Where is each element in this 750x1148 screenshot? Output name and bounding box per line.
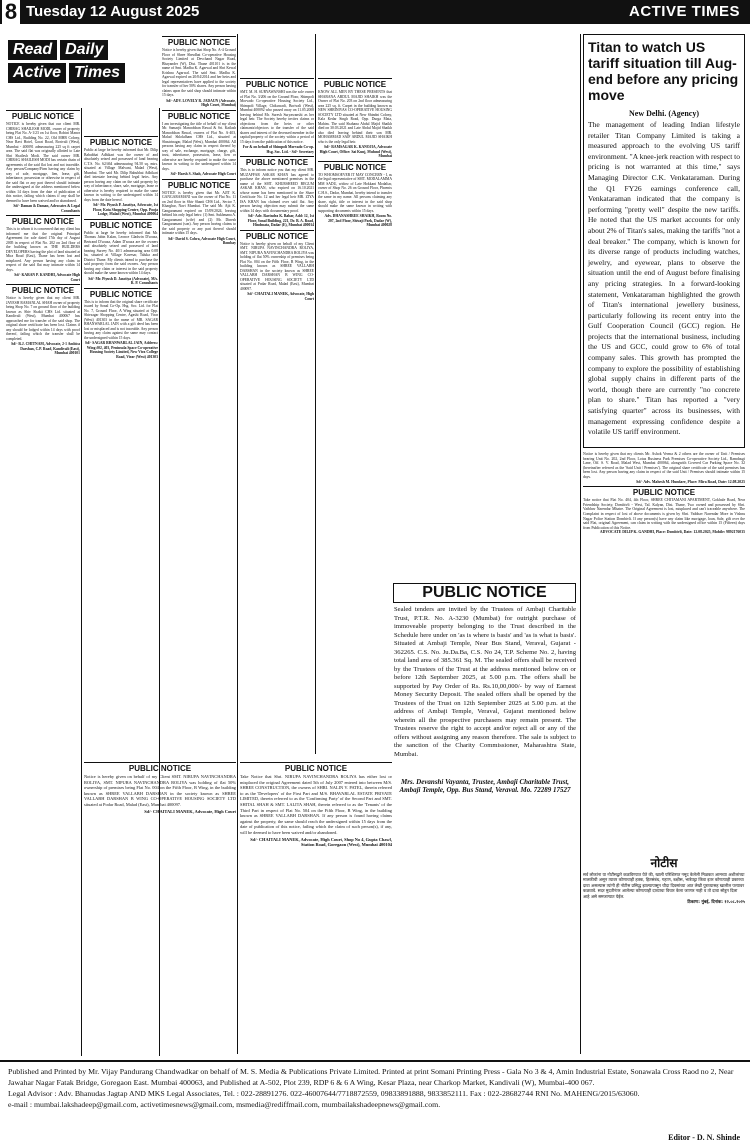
notice-signature: ADVOCATE DILIP K. GANDHI, Place: Dombivli, Date: 12.08.2025, Mobile: 9892176035 <box>599 530 745 535</box>
column-rule <box>81 108 82 1056</box>
notice-title: PUBLIC NOTICE <box>84 219 158 230</box>
notice-title: PUBLIC NOTICE <box>162 179 236 190</box>
column-3 <box>162 34 236 754</box>
marathi-notice <box>583 872 745 1058</box>
notice-body: Notice is hereby given that my client MR. JAYESH RAMANLAL SHAH owner of property being Shop No. 7 on ground floor of the building known as Shiv Shakti CHS Ltd. situated at Kandivali (West), Mumbai 400067 has approached me for transfer of the said shop. The original share certificate has been lost. Claims if any should be lodged within 14 days with proof thereof, failing which the transfer shall be completed. <box>6 296 80 341</box>
notice-body: Public at large be hereby informed that Mr. Thomas Jabin Kalan, Leonce Gladwin D'souza, Bertrand D'souza, Adam D'souza are the owners and absolutely seized and possessed of land bearing Survey No. 40/1 admeasuring area 0.08 ha, situated at Village Kavesar, Taluka and District Thane. My clients intend to purchase the said property from the said owners. Any person having any claim or interest in the said property should make the same known within 14 days. <box>84 230 158 275</box>
notice-signature: Sd/- Mr. Piyush D. Jasotiya (Advocate), M/s. R. P. Consultants <box>88 276 158 285</box>
notice-body: I am investigating the title of behalf of my client Mr. Samarjit Manoobhan Rawal & Sri. Kailash Manoobhan Rawal, owners of Flat No. A-403, Malad Shlokdham CHS Ltd., situated at Shastrinagar, Malad (West), Mumbai 400064. All persons having any claim in respect thereof by way of sale, exchange, mortgage, charge, gift, trust, inheritance, possession, lease, lien or otherwise are hereby required to make the same known in writing to the undersigned within 14 days. <box>162 121 236 171</box>
notice-title: PUBLIC NOTICE <box>6 215 80 226</box>
read-daily-logo <box>8 40 160 102</box>
marathi-notice-title: नोटीस <box>650 856 678 870</box>
notice-body: Notice is hereby given on behalf of my Client SMT. NIRUPA NAVINCHANDRA ROLIYA, SMT. NIPURA NAVINCHANDRA ROLIYA was holding of flat 50% ownership of premises being Flat No. 004 on the Fifth Floor, B Wing, in the building known as SHREE VALLABH DARSHAN in the society known as SHREE VALLABH DARSHAN B WING CO-OPERATIVE HOUSING SOCIETY LTD situated at Podar Road, Malad (East), Mumbai 400097. <box>84 774 236 807</box>
marathi-notice-signature: ठिकाण: मुंबई, दिनांक: १२.०८.२०२५ <box>687 899 745 905</box>
notice-title: PUBLIC NOTICE <box>6 284 80 295</box>
notice-body: SMT. M. H. SURYAWANSHI was the sole owner of Flat No. 3/206 on the Ground Floor, Shimpoli Morvado Co-operative Housing Society Ltd., Shimpoli Village, Chikuwadi, Borivali (West), Mumbai 400092 who passed away on 11.05.2008 leaving behind Mr. Suresh Suryawanshi as her legal heir. The Society hereby invites claims or objections from the heirs or other claimants/objectors to the transfer of the said shares and interest of the deceased member in the capital/property of the society within a period of 15 days from the publication of this notice. <box>240 90 314 144</box>
notice-signature: Sd/- KARAN P. KANDHI, Advocate High Court <box>14 273 80 282</box>
column-5 <box>318 76 392 576</box>
editor-name: Editor - D. N. Shinde <box>668 1133 740 1142</box>
notice-title: PUBLIC NOTICE <box>240 78 314 89</box>
logo-word-daily: Daily <box>60 40 108 60</box>
notice-title: PUBLIC NOTICE <box>84 136 158 147</box>
column-2 <box>84 134 158 754</box>
notice-body: Take Notice that Shri. NIRUPA NAVINCHANDRA ROLIYA has either lost or misplaced the original Agreement dated 5th of July 2007 entered into between M/S. SHREE CONSTRUCTION, the owners of SHRI. NALIN V. PATEL, therein referred to as the 'Developers' of the First Part and M/S. BHAVARLAL ESTATE PRIVATE LIMITED, therein referred to as the 'Confirming Party' of the Second Part and SMT. SHITAL SHAH & SMT. LALITA SHAH, therein referred to as the 'Tenants' of the Third Part in respect of Flat No. 504 on the Fifth Floor, B Wing, in the building known as SHREE VALLABH DARSHAN. If any person is found having claims against the property, the same should reach the undersigned within 15 days from the date of publication of this notice, failing which the claim of such person(s), if any, will be deemed to have been waived and/or abandoned. <box>240 774 392 835</box>
notice-signature: Sd/- CHAITALI MANEK, Advocate, High Court, Shop No 4, Gupta Chawl, Station Road, Goregaon (West), Mumbai 400104 <box>250 836 392 848</box>
logo-word-times: Times <box>69 63 125 83</box>
notice-title: PUBLIC NOTICE <box>84 288 158 299</box>
notice-body: This is to inform notice you that my client MR. MUZAFFAR ASKAR KHAN has agreed to purchase the above mentioned premises in the name of the SMT. KHURSHEED BEGUM ASKAR KHAN, who expired on 16.10.2021 whose name has been mentioned in the Share Certificate No. 12 and her legal heir MR. ZIYA ISA KHAN has claimed over said flat. Any person having objection may submit the same within 14 days with documentary proof. <box>240 168 314 213</box>
notice-title: PUBLIC NOTICE <box>162 36 236 47</box>
email-line: e-mail : mumbai.lakshadeep@gmail.com, activetimesnews@gmail.com, msmedia@rediffmail.com, mumbailakshadeepnews@gmail.com. <box>8 1100 441 1109</box>
column-rule <box>580 34 581 1054</box>
paper-name: ACTIVE TIMES <box>628 3 740 20</box>
column-4 <box>240 76 314 756</box>
notice-signature: Sd/- R.J. CHITNAM, Advocate, 2-1 Ambica Darshan, C.P. Road, Kandivali (East), Mumbai 400101 <box>11 342 80 355</box>
column-rule <box>159 108 160 1056</box>
notice-signature: Sd/- RAMSAGAR K. KANOJIA, Advocate High Court, Office: Sai Kunj, Mulund (West), Mumbai <box>319 145 392 158</box>
notice-signature: Sd/- CHAITALI MANEK, Advocate, High Court <box>247 292 314 301</box>
notice-body: Take notice that Flat No. 404, 4th Floor, SHREE CHITAMANI APARTMENT, Gokhale Road, Near Friendship Society, Dombivli - West, Tal. Kalyan, Dist. Thane, Two owned and possessed by Shri. Vaibhav Narendar Mhatre. The Original Agreement is lost, misplaced and can't traceable anywhere. The Complaint in respect of lost of above documents is given by Shri. Vaibhav Narendar More in Vishnu Nagar Police Station Dombivli. If any person(s) have any claim like mortgage, loan, Sale, gift over the said Flat, original Agreement, can claim in writing with the undersigned office within 15 (Fifteen) days from Publication of this Notice. <box>583 498 745 530</box>
notice-title: PUBLIC NOTICE <box>162 110 236 121</box>
titan-article <box>583 34 745 448</box>
notice-body: This is to whom it is concerned that my client has informed me that the original Principal Agreement for sale dated 17th day of August 2005 in respect of Flat No. 202 on 2nd floor of the building known as THE BUILDERS DEVELOPERS having the plot of land situated at Mira Road (East), Thane has been lost and misplaced. Any person having any claim in respect of the said flat may intimate within 14 days. <box>6 227 80 272</box>
notice-signature: Sd/- Mr. Piyush P. Jasotiya, Advocate, 1st Floor, Kota Shopping Centre, Opp. Pooja Lodge, Malad (West), Mumbai 400064 <box>92 203 158 216</box>
notice-body: Notice is hereby given that Shop No. A-4 Ground Floor of Shree Shesdhat Co-operative Housing Society Limited at Devchand Nagar Road, Bhayander (W), Dist. Thane 401101 is in the name of Smt. Madhu K. Agarwal and Shri Kewal Krishna Agarwal. The said Smt. Madhu K. Agarwal expired on 20/04/2014 and her heirs and legal representatives have applied to the society for transfer of her 50% shares. Any person having claims upon the said shop should intimate within 15 days. <box>162 48 236 97</box>
notice-title: PUBLIC NOTICE <box>318 78 392 89</box>
notice-body: NOTICE is hereby given that Mr. AJIT K. GANGARAMANI was the owner of Flat No. 11 on 2nd floor in Shiv Shanti CHS Ltd., Sector 7, Kharghar, Navi Mumbai. The said Mr. Ajit K. Gangaramani expired on 15/09/2024, leaving behind his only legal heirs: (1) Smt. Sukhmana A. Gangaramani (wife) and (2) Mr. Dinesh Gangaramani (son). Any person having claims to the said property or any part thereof should intimate within 15 days. <box>162 190 236 235</box>
notice-body: Notice is hereby given that my clients Mr. Ashok Verma & 2 others are the owner of Unit / Premises bearing Unit No. 202, 2nd Floor, Lotus Business Park Premises Co-operative Society Ltd., Ramdasgi Lane, Off. S. V. Road, Malad West, Mumbai 400064, alongwith Covered Car Parking Space No. 32 (hereinafter referred as the 'Said Unit / Premises'). The original share certificate of the said premises has been lost. Any person having any claim in respect of the said Unit / Premises should intimate within 15 days. <box>583 452 745 479</box>
bottom-notice <box>240 760 392 1050</box>
notice-signature: Sd/- SAGAR BHANWARLAL JAIN, Address: Wing #02, 403, Peninsula Space Co-operative Housing Society Limited, New Viva College Road, Virar (West) 401303 <box>85 341 158 359</box>
article-body: The management of leading Indian lifestyle retailer Titan Company Limited is taking a measured approach to the evolving US tariff environment. "A knee-jerk reaction with respect to pricing is not warranted at this time," says Managing Director C.K. Venkataraman. During the Q1 FY26 earnings conference call, Venkataraman indicated that the company is performing "pretty well" despite the new tariffs. He noted that the US market accounts for only about 2% of Titan's sales, making the tariffs "not a deal breaker." The company, which is known for its diverse range of products including watches, jewelry, and eyewear, plans to observe the situation until the end of August before finalising any pricing strategies. In a forward-looking statement, Venkataraman highlighted the growth of Titan's international jewellery business, particularly following its recent entry into the Gulf Cooperation Council (GCC) region. He projects that the international business, including the US and GCC, could grow to 6% of total company sales. This growth has prompted the company to explore the possibility of establishing global supply chains in different parts of the world, though there are currently "no concrete plan to share." Titan has reported a "very satisfying quarter" across its businesses, with management expressing confidence despite a volatile US tariff environment. <box>588 120 740 437</box>
legal-advisor-line: Legal Advisor : Adv. Bhanudas Jagtap AND MKS Legal Associates, Tel. : 022-28891276. 022-46007644/7718872559, 09833891888, 9833852111. Fax : 022-28682744 RNI No. MAHENG/2015/63060. <box>8 1089 640 1098</box>
sealed-tender-body: Sealed tenders are invited by the Trustees of Ambaji Charitable Trust, P.T.R. No. A-3230 (Mumbai) for outright purchase of immoveable property belonging to the Trust described in the Schedule here under on 'as is where is basis' and 'as is what is basis'. Situated at Ambaji Temple, Near Bus Stand, Veraval, Gujarat - 362265. C.S. No. Ju.Da.Ba, C.S. No 24, T.P. Scheme No. 2, having total land area of 385.361 Sq. M. The sealed offers shall be received by the Trustees of the Trust at the address mentioned below on or before 12th September 2025, at 5.00 p.m. The offers shall be supported by Pay Order of Rs. Rs.10,00,000/- by way of Earnest Money Security Deposit. The sealed offers shall be opened by the Trustees of the Trust on 12th September 2025 at 5.00 p.m. at the address of Ambaji Temple, Veraval, Gujarat mentioned below wherein all the prospective purchasers may remain present. The Trustees reserve the right to accept and/or reject all or any of the offers without assigning any reason therefore. The sale is subject to the sanction of the Charity Commissioner, Maharashtra State, Mumbai. <box>394 606 576 758</box>
notice-title: PUBLIC NOTICE <box>6 110 80 121</box>
notice-body: TO WHOMSOEVER IT MAY CONCERN - I, as the legal representative of SMT. MODALAMMA MM SADU, widow of Late Hokkani Modaliar, owner of Shop No. 26 on Ground Floor, Phoenix C.H.S., Dadar, Mumbai, hereby intend to transfer the same in my name. All persons claiming any share, right, title or interest in the said shop should make the same known in writing with supporting documents within 15 days. <box>318 172 392 213</box>
imprint-footer <box>0 1060 750 1148</box>
sealed-tender-signature: Mrs. Devanshi Vayanta, Trustee, Ambaji Charitable Trust, Ambaji Temple, Opp. Bus Stand, Veraval. Mo. 72289 17527 <box>399 778 571 794</box>
logo-word-read: Read <box>8 40 57 60</box>
notice-body: This is to inform that the original share certificate issued by Sonal Co-Op. Hsg. Soc. Ltd. for Flat No. 7, Ground Floor, A Wing situated at Opp. Shivsagar Shopping Centre, Agashi Road, Virar (West) 401303 in the name of MR. SAGAR BHANWARLAL JAIN with a gift deed has been lost or misplaced and is not traceable. Any person having any claim against the same may contact the undersigned within 15 days. <box>84 299 158 340</box>
notice-signature: Adv. DHANASHREE SHAIKH, Room No. 207, 2nd Floor, Shivaji Park, Dadar (W), Mumbai 400028 <box>324 214 392 227</box>
notice-body: Notice is hereby given on behalf of my Client SMT. NIRUPA NAVINCHANDRA ROLIYA, SMT. NIPURA NAVINCHANDRA ROLIYA was holding of flat 50% ownership of premises being Flat No. 004 on the Fifth Floor, B Wing, in the building known as SHREE VALLABH DARSHAN in the society known as SHREE VALLABH DARSHAN B WING CO-OPERATIVE HOUSING SOCIETY LTD situated at Podar Road, Malad (East), Mumbai 400097. <box>240 241 314 291</box>
sealed-tender-title: PUBLIC NOTICE <box>393 583 576 603</box>
notice-signature: Sd/- CHAITALI MANEK, Advocate, High Court <box>144 808 236 814</box>
notice-signature: Sd/- Adv. Ravindra K. Babar, Add: 12, 1st Floor, Sonal Building, 221, Dr. B. A. Road, Hindmata, Dadar (E), Mumbai 400014 <box>247 214 314 227</box>
page-header <box>0 0 750 24</box>
marathi-notice-body: सर्व लोकांना या नोटीसद्वारे कळविण्यात येते की, खाली परिशिष्टात नमूद केलेली मिळकत आमच्या अशीलांच्या मालकीची असून त्यावर कोणाचाही हक्क, हितसंबंध, गहाण, बक्षीस, भाडेपट्टा किंवा इतर कोणत्याही प्रकारचा दावा असल्यास त्यांनी ही नोटीस प्रसिद्ध झाल्यापासून चौदा दिवसांच्या आत लेखी पुराव्यासह खालील पत्त्यावर कळवावे. सदर मुदतीनंतर आलेल्या कोणत्याही दाव्याचा विचार केला जाणार नाही व तो दावा सोडून दिला आहे असे समजण्यात येईल. <box>583 872 745 899</box>
notice-signature: Sd/- Adv. Mahesh M. Hundare, Place: Mira Road, Date: 12.08.2025 <box>636 479 745 484</box>
notice-title: PUBLIC NOTICE <box>318 161 392 172</box>
imprint-line: Published and Printed by Mr. Vijay Pandurang Chandwadkar on behalf of M. S. Media & Publications Private Limited. Printed at print Somani Printing Press - Gala No 3 & 4, Amin Industrial Estate, Sonawala Cross Raod no 2, Near Jawahar Nagar Fatak Bridge, Goregaon East. Mumbai 400063, and Published at A-502, Plot 239, RDP 6 & 6 A Wing, Kesar Plaza, near Charkop Market, Kandivali (W), Mumbai-400 067. <box>8 1067 734 1087</box>
notice-signature: Sd/- Daman & Daman, Advocates & Legal Consultants <box>13 204 80 213</box>
issue-date: Tuesday 12 August 2025 <box>26 3 200 20</box>
notice-signature: Sd/- ADV. LOVELY R. JADAUN (Advocate, High Court, Mumbai) <box>166 98 236 107</box>
notice-title: PUBLIC NOTICE <box>84 762 236 773</box>
notice-body: KNOW ALL MEN BY THESE PRESENTS that SHABANA ABDUL MAJID SHAIKH was the Owner of Flat No. 203 on 2nd floor admeasuring area 225 sq. ft. Carpet in the building known as NEW SHRINIVAS CO-OPERATIVE HOUSING SOCIETY LTD situated at New Shindni Colony, Kala Kedar Singh Road, Opp. Durga Mata, Mahim. The said Shabana Abdul Majid Shaikh died on 30.03.2021 and Late Abdul Majid Shaikh also died leaving behind their son MR. MOHAMMAD SAIF ABDUL MAJID SHAIKH who is the only legal heir. <box>318 90 392 144</box>
notice-title: PUBLIC NOTICE <box>240 156 314 167</box>
column-rule <box>315 34 316 754</box>
column-rule <box>237 34 238 1054</box>
right-notices <box>583 452 745 535</box>
notice-title: PUBLIC NOTICE <box>240 762 392 773</box>
notice-signature: For & on behalf of Shimpoli Morvado Co-op. Hsg. Soc. Ltd. - Sd/- Secretary <box>242 145 314 154</box>
notice-signature: Sd/- David S. Cobra, Advocate High Court, Bombay <box>168 236 236 245</box>
notice-body: NOTICE is hereby given that our client MR. CHIRAG SHAILESH MODI, owner of property being Flat No. A-1/23 on 1st floor, Rohini Manor CHS Ltd., Building No. 22, Old MHB Colony, Near Ravi Hotel, Gorai Road, Borivali (West), Mumbai - 400091 admeasuring 225 sq ft carpet area. The said flat was originally allotted to Late Shri Shailesh Modi. The said owner MR. CHIRAG SHAILESH MODI has certain chain of agreements of the said flat lost and not traceable. Any person/Company/Firm having any claim by way of sale, mortgage, lien, lease, gift, inheritance, possession or otherwise in respect of the said flat or any part thereof should intimate the undersigned at the address mentioned below within 14 days from the date of publication of this notice, failing which claims if any shall be deemed to have been waived and/or abandoned. <box>6 122 80 203</box>
page-number: 8 <box>2 0 20 24</box>
article-headline: Titan to watch US tariff situation till Aug-end before any pricing move <box>588 39 739 103</box>
notice-title: PUBLIC NOTICE <box>583 486 745 497</box>
notice-title: PUBLIC NOTICE <box>240 230 314 241</box>
logo-word-active: Active <box>8 63 66 83</box>
article-dateline: New Delhi. (Agency) <box>629 109 699 118</box>
notice-signature: Sd/- Harsh S. Shah, Advocate High Court <box>170 172 236 176</box>
bottom-notice-left <box>84 760 236 1050</box>
notice-body: Public at large be hereby informed that Mr. Dilip Babubhai Adhikari was the owner of and absolutely seized and possessed of land bearing C.T.S. No. 62/464 admeasuring 94.50 sq. mtrs. situated at Village Malvani, Malad (West), Mumbai. The said Mr. Dilip Babubhai Adhikari died intestate leaving behind legal heirs. Any person having any claim on the said property by way of inheritance, share, sale, mortgage, lease or otherwise is hereby required to make the same known in writing to the undersigned within 14 days from the date hereof. <box>84 148 158 202</box>
column-1 <box>6 108 80 1056</box>
